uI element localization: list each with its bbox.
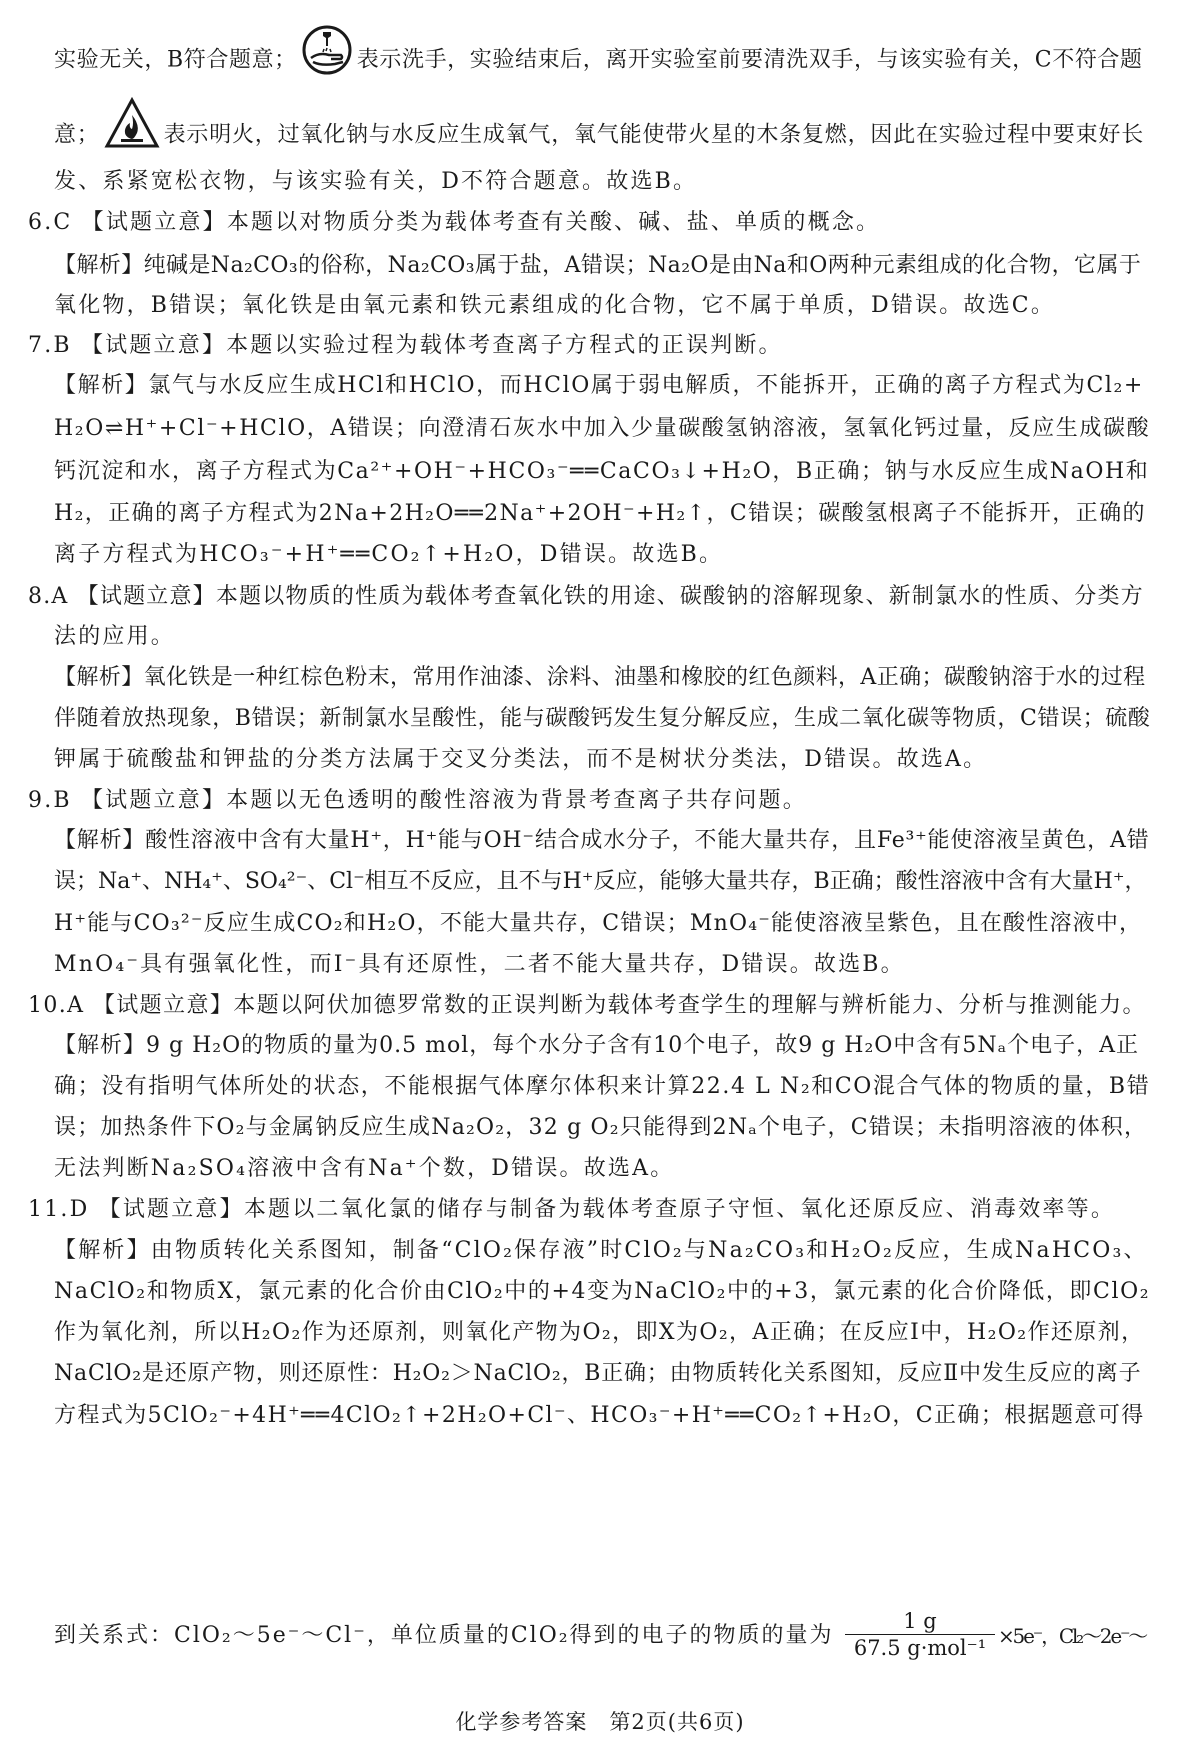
question-9-heading: 9.B 【试题立意】本题以无色透明的酸性溶液为背景考查离子共存问题。 (28, 788, 807, 813)
text-line: 【解析】由物质转化关系图知，制备“ClO₂保存液”时ClO₂与Na₂CO₃和H₂O₂反应，生成NaHCO₃、 (54, 1238, 1148, 1263)
fraction-denominator: 67.5 g·mol⁻¹ (853, 1636, 987, 1660)
text-line: H₂，正确的离子方程式为2Na+2H₂O══2Na⁺+2OH⁻+H₂↑，C错误；碳酸氢根离子不能拆开，正确的 (54, 501, 1146, 526)
text-line: 钾属于硫酸盐和钾盐的分类方法属于交叉分类法，而不是树状分类法，D错误。故选A。 (54, 747, 988, 772)
text-line: 【解析】氯气与水反应生成HCl和HClO，而HClO属于弱电解质，不能拆开，正确的离子方程式为Cl₂+ (54, 373, 1144, 398)
text-line: 意； 表示明火，过氧化钠与水反应生成氧气，氧气能使带火星的木条复燃，因此在实验过程中要束好长 (54, 111, 1144, 160)
text-line: 到关系式：ClO₂～5e⁻～Cl⁻，单位质量的ClO₂得到的电子的物质的量为 (54, 1623, 834, 1648)
text-line: 【解析】酸性溶液中含有大量H⁺，H⁺能与OH⁻结合成水分子，不能大量共存，且Fe³⁺能使溶液呈黄色，A错 (54, 828, 1150, 853)
text-line: H₂O⇌H⁺+Cl⁻+HClO，A错误；向澄清石灰水中加入少量碳酸氢钠溶液，氢氧化钙过量，反应生成碳酸 (54, 416, 1151, 441)
text-line: 离子方程式为HCO₃⁻+H⁺══CO₂↑+H₂O，D错误。故选B。 (54, 542, 724, 567)
text-line: 【解析】9 g H₂O的物质的量为0.5 mol，每个水分子含有10个电子，故9 g H₂O中含有5Nₐ个电子，A正 (54, 1033, 1139, 1058)
text-line: 确；没有指明气体所处的状态，不能根据气体摩尔体积来计算22.4 L N₂和CO混合气体的物质的量，B错 (54, 1074, 1151, 1099)
text-line: 伴随着放热现象，B错误；新制氯水呈酸性，能与碳酸钙发生复分解反应，生成二氧化碳等物质，C错误；硫酸 (54, 706, 1151, 731)
text-line: 误；Na⁺、NH₄⁺、SO₄²⁻、Cl⁻相互不反应，且不与H⁺反应，能够大量共存，B正确；酸性溶液中含有大量H⁺， (54, 869, 1147, 894)
text-line: 发、系紧宽松衣物，与该实验有关，D不符合题意。故选B。 (54, 169, 698, 194)
text-line: 氧化物，B错误；氧化铁是由氧元素和铁元素组成的化合物，它不属于单质，D错误。故选C。 (54, 293, 1056, 318)
text-line: 作为氧化剂，所以H₂O₂作为还原剂，则氧化产物为O₂，即X为O₂，A正确；在反应Ⅰ中，H₂O₂作还原剂， (54, 1320, 1145, 1345)
question-6-heading: 6.C 【试题立意】本题以对物质分类为载体考查有关酸、碱、盐、单质的概念。 (28, 210, 881, 235)
question-11-heading: 11.D 【试题立意】本题以二氧化氯的储存与制备为载体考查原子守恒、氧化还原反应、消毒效率等。 (28, 1197, 1116, 1222)
text-line: ×5e⁻，Cl₂～2e⁻～ (998, 1624, 1147, 1648)
text-line: 【解析】氧化铁是一种红棕色粉末，常用作油漆、涂料、油墨和橡胶的红色颜料，A正确；碳酸钠溶于水的过程 (54, 665, 1146, 690)
text-line: H⁺能与CO₃²⁻反应生成CO₂和H₂O，不能大量共存，C错误；MnO₄⁻能使溶液呈紫色，且在酸性溶液中， (54, 911, 1143, 936)
hand-wash-icon (301, 24, 353, 85)
question-10-heading: 10.A 【试题立意】本题以阿伏加德罗常数的正误判断为载体考查学生的理解与辨析能力、分析与推测能力。 (28, 993, 1146, 1018)
text-line: NaClO₂和物质X，氯元素的化合价由ClO₂中的+4变为NaClO₂中的+3，氯元素的化合价降低，即ClO₂ (54, 1279, 1151, 1304)
fraction (845, 1608, 995, 1661)
question-7-heading: 7.B 【试题立意】本题以实验过程为载体考查离子方程式的正误判断。 (28, 333, 783, 358)
text-line: 实验无关，B符合题意； 表示洗手，实验结束后，离开实验室前要清洗双手，与该实验有关，C不符合题 (54, 36, 1143, 85)
text-line: 【解析】纯碱是Na₂CO₃的俗称，Na₂CO₃属于盐，A错误；Na₂O是由Na和O两种元素组成的化合物，它属于 (54, 253, 1142, 278)
text-line: MnO₄⁻具有强氧化性，而I⁻具有还原性，二者不能大量共存，D错误。故选B。 (54, 952, 905, 977)
page-footer: 化学参考答案 第2页(共6页) (455, 1710, 745, 1734)
text-line: NaClO₂是还原产物，则还原性：H₂O₂＞NaClO₂，B正确；由物质转化关系图知，反应Ⅱ中发生反应的离子 (54, 1361, 1142, 1386)
text-line: 钙沉淀和水，离子方程式为Ca²⁺+OH⁻+HCO₃⁻══CaCO₃↓+H₂O，B正确；钠与水反应生成NaOH和 (54, 459, 1150, 484)
text-line: 法的应用。 (54, 624, 176, 649)
open-flame-icon (104, 97, 160, 160)
text-line: 方程式为5ClO₂⁻+4H⁺══4ClO₂↑+2H₂O+Cl⁻、HCO₃⁻+H⁺══CO₂↑+H₂O，C正确；根据题意可得 (54, 1403, 1145, 1428)
text-line: 误；加热条件下O₂与金属钠反应生成Na₂O₂，32 g O₂只能得到2Nₐ个电子，C错误；未指明溶液的体积， (54, 1115, 1148, 1140)
fraction-numerator: 1 g (845, 1608, 995, 1635)
text-line: 无法判断Na₂SO₄溶液中含有Na⁺个数，D错误。故选A。 (54, 1156, 675, 1181)
question-8-heading: 8.A 【试题立意】本题以物质的性质为载体考查氧化铁的用途、碳酸钠的溶解现象、新制氯水的性质、分类方 (28, 584, 1144, 609)
